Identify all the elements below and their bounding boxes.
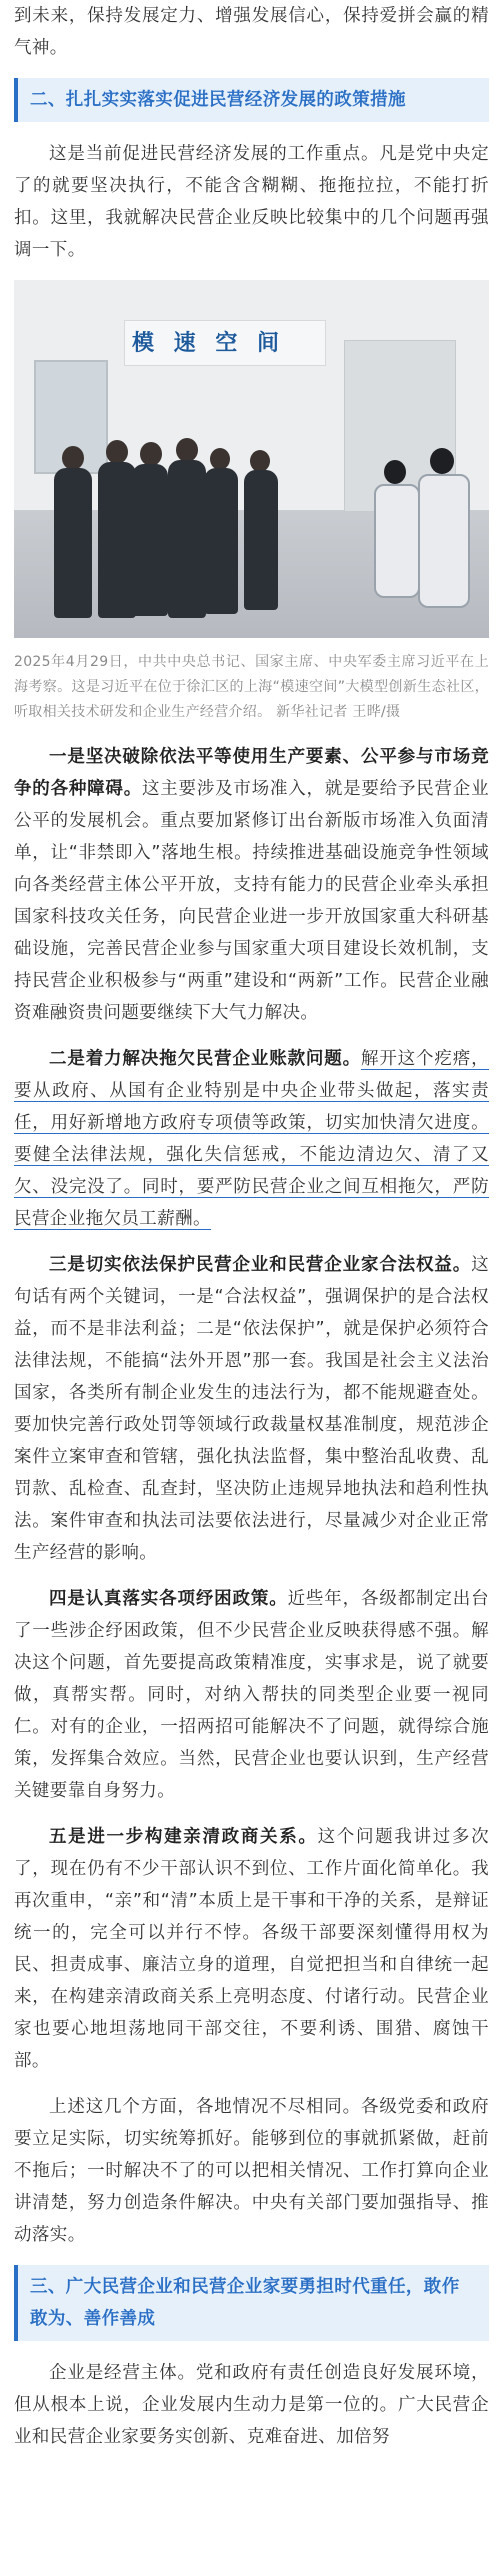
person xyxy=(132,464,168,616)
section-heading-3: 三、广大民营企业和民营企业家要勇担时代重任，敢作敢为、善作善成 xyxy=(14,2265,489,2341)
point-3 xyxy=(14,1249,489,1569)
point-3-lead: 三是切实依法保护民营企业和民营企业家合法权益。 xyxy=(49,1255,472,1275)
person xyxy=(54,468,92,618)
intro-tail: 到未来，保持发展定力、增强发展信心，保持爱拼会赢的精气神。 xyxy=(14,6,489,58)
point-1 xyxy=(14,741,489,1029)
person-head xyxy=(106,440,128,464)
point-3-body: 这句话有两个关键词，一是“合法权益”，强调保护的是合法权益，而不是非法利益；二是“依法保护”，就是保护必须符合法律法规，不能搞“法外开恩”那一套。我国是社会主义法治国家，各类所有制企业发生的违法行为，都不能规避查处。要加快完善行政处罚等领域行政裁量权基准制度，规范涉企案件立案审查和管辖，强化执法监督，集中整治乱收费、乱罚款、乱检查、乱查封，坚决防止违规异地执法和趋利性执法。案件审查和执法司法要依法进行，尽量减少对企业正常生产经营的影响。 xyxy=(14,1255,489,1563)
humanoid-robot xyxy=(418,474,470,608)
point-2-body: 解开这个疙瘩，要从政府、从国有企业特别是中央企业带头做起，落实责任，用好新增地方政府专项债等政策，切实加快清欠进度。要健全法律法规，强化失信惩戒，不能边清边欠、清了又欠、没完没了。同时，要严防民营企业之间互相拖欠，严防民营企业拖欠员工薪酬。 xyxy=(14,1049,489,1229)
point-1-lead: 一是坚决破除依法平等使用生产要素、公平参与市场竞争的各种障碍。 xyxy=(14,747,489,799)
person xyxy=(98,462,136,618)
news-photo xyxy=(14,280,489,638)
person-head xyxy=(140,442,162,466)
point-5 xyxy=(14,1821,489,2077)
person-head xyxy=(210,448,230,470)
person-head xyxy=(176,438,198,462)
photo-caption xyxy=(14,650,489,725)
point-4-lead: 四是认真落实各项纾困政策。 xyxy=(49,1589,288,1609)
person xyxy=(168,460,206,618)
robot-head xyxy=(430,448,454,474)
photo-caption-text: 2025年4月29日，中共中央总书记、国家主席、中央军委主席习近平在上海考察。这是习近平在位于徐汇区的上海“模速空间”大模型创新生态社区，听取相关技术研发和企业生产经营介绍。 xyxy=(14,654,489,720)
person-head xyxy=(250,450,270,472)
person xyxy=(244,470,278,610)
points-summary: 上述这几个方面，各地情况不尽相同。各级党委和政府要立足实际，切实统筹抓好。能够到位的事就抓紧做，赶前不拖后；一时解决不了的可以把相关情况、工作打算向企业讲清楚，努力创造条件解决。中央有关部门要加强指导、推动落实。 xyxy=(14,2097,489,2245)
section3-paragraph: 企业是经营主体。党和政府有责任创造良好发展环境，但从根本上说，企业发展内生动力是第一位的。广大民营企业和民营企业家要务实创新、克难奋进、加倍努 xyxy=(14,2363,489,2447)
point-1-body: 这主要涉及市场准入，就是要给予民营企业公平的发展机会。重点要加紧修订出台新版市场准入负面清单，让“非禁即入”落地生根。持续推进基础设施竞争性领域向各类经营主体公平开放，支持有能力的民营企业牵头承担国家科技攻关任务，向民营企业进一步开放国家重大科研基础设施，完善民营企业参与国家重大项目建设长效机制，支持民营企业积极参与“两重”建设和“两新”工作。民营企业融资难融资贵问题要继续下大气力解决。 xyxy=(14,779,489,1023)
person-head xyxy=(62,446,84,470)
photo-credit: 新华社记者 王晔/摄 xyxy=(276,704,401,720)
point-2 xyxy=(14,1043,489,1235)
section2-paragraph: 这是当前促进民营经济发展的工作重点。凡是党中央定了的就要坚决执行，不能含含糊糊、拖拖拉拉，不能打折扣。这里，我就解决民营企业反映比较集中的几个问题再强调一下。 xyxy=(14,144,489,260)
humanoid-robot xyxy=(374,484,420,598)
point-4-body: 近些年，各级都制定出台了一些涉企纾困政策，但不少民营企业反映获得感不强。解决这个问题，首先要提高政策精准度，实事求是，说了就要做，真帮实帮。同时，对纳入帮扶的同类型企业要一视同仁。对有的企业，一招两招可能解决不了问题，就得综合施策，发挥集合效应。当然，民营企业也要认识到，生产经营关键要靠自身努力。 xyxy=(14,1589,489,1801)
point-4 xyxy=(14,1583,489,1807)
point-5-lead: 五是进一步构建亲清政商关系。 xyxy=(49,1827,318,1847)
section-heading-2: 二、扎扎实实落实促进民营经济发展的政策措施 xyxy=(14,78,489,122)
person xyxy=(204,468,238,614)
photo-sign-text: 模 速 空 间 xyxy=(132,331,285,356)
robot-head xyxy=(384,460,406,484)
point-2-lead: 二是着力解决拖欠民营企业账款问题。 xyxy=(49,1049,361,1069)
point-5-body: 这个问题我讲过多次了，现在仍有不少干部认识不到位、工作片面化简单化。我再次重申，“亲”和“清”本质上是干事和干净的关系，是辩证统一的，完全可以并行不悖。各级干部要深刻懂得用权为民、担责成事、廉洁立身的道理，自觉把担当和自律统一起来，在构建亲清政商关系上亮明态度、付诸行动。民营企业家也要心地坦荡地同干部交往，不要利诱、围猎、腐蚀干部。 xyxy=(14,1827,489,2071)
